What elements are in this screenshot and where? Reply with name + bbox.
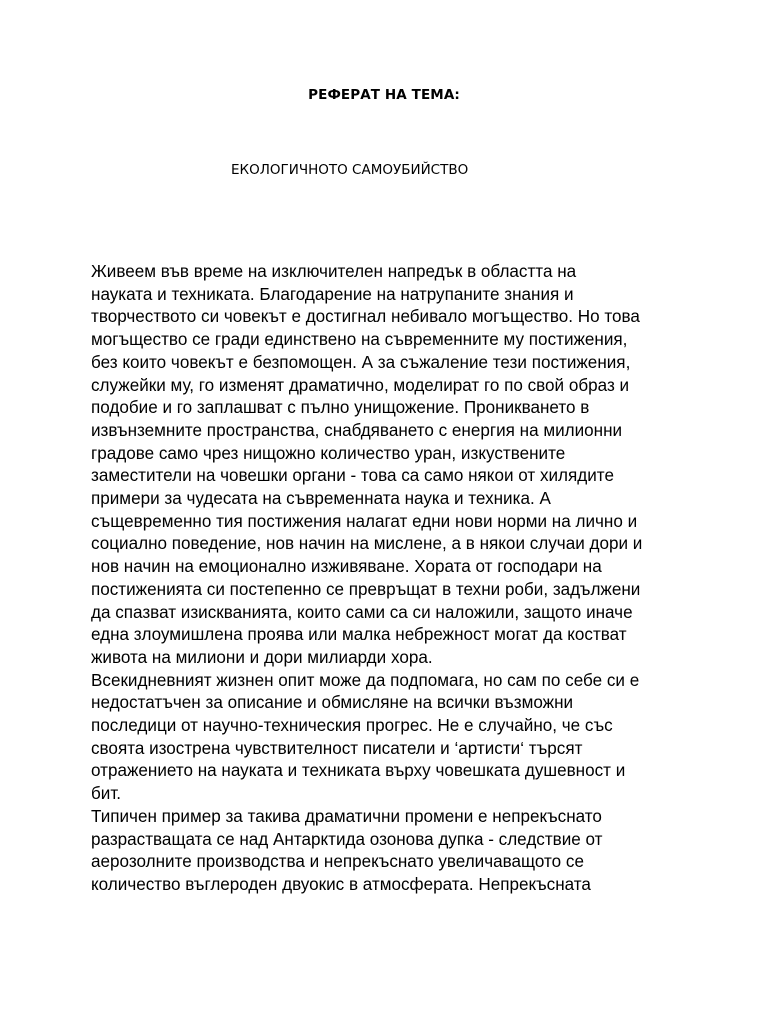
body-line: извънземните пространства, снабдяването с енергия на милионни [91, 420, 623, 440]
body-line: бит. [91, 784, 122, 804]
body-line: разрастващата се над Антарктида озонова дупка - следствие от [91, 829, 603, 849]
body-line: социално поведение, нов начин на мислене, а в някои случаи дори и [91, 534, 643, 554]
body-line: същевременно тия постижения налагат едни нови норми на лично и [91, 511, 638, 531]
body-line: без които човекът е безпомощен. А за съжаление тези постижения, [91, 352, 631, 372]
body-line: служейки му, го изменят драматично, моделират го по свой образ и [91, 375, 630, 395]
body-line: нов начин на емоционално изживяване. Хората от господари на [91, 557, 602, 577]
body-line: Типичен пример за такива драматични промени е непрекъснато [91, 806, 602, 826]
document-body [91, 261, 691, 897]
body-line: една злоумишлена проява или малка небрежност могат да костват [91, 625, 627, 645]
body-line: аерозолните производства и непрекъснато увеличаващото се [91, 852, 584, 872]
document-subtitle: ЕКОЛОГИЧНОТО САМОУБИЙСТВО [231, 162, 469, 178]
body-line: количество въглероден двуокис в атмосферата. Непрекъсната [91, 874, 591, 894]
body-line: заместители на човешки органи - това са само някои от хилядите [91, 466, 614, 486]
document-heading: РЕФЕРАТ НА ТЕМА: [308, 87, 460, 103]
body-line: отражението на науката и техниката върху човешката душевност и [91, 761, 626, 781]
body-line: Живеем във време на изключителен напредък в областта на [91, 262, 577, 281]
body-line: недостатъчен за описание и обмисляне на всички възможни [91, 693, 574, 713]
body-line: науката и техниката. Благодарение на натрупаните знания и [91, 284, 574, 304]
body-line: подобие и го заплашват с пълно унищожение. Проникването в [91, 398, 590, 418]
body-line: могъщество се гради единствено на съвременните му постижения, [91, 330, 628, 350]
body-line: творчеството си човекът е достигнал небивало могъщество. Но това [91, 307, 640, 327]
body-line: живота на милиони и дори милиарди хора. [91, 647, 433, 667]
body-line: Всекидневният жизнен опит може да подпомага, но сам по себе си е [91, 670, 640, 690]
body-line: постиженията си постепенно се превръщат в техни роби, задължени [91, 579, 641, 599]
body-line: примери за чудесата на съвременната наука и техника. А [91, 489, 551, 509]
body-line: своята изострена чувствителност писатели и ‘артисти‘ търсят [91, 738, 583, 758]
body-line: градове само чрез нищожно количество уран, изкуствените [91, 443, 566, 463]
body-line: последици от научно-техническия прогрес. Не е случайно, че със [91, 716, 613, 736]
body-line: да спазват изискванията, които сами са си наложили, защото иначе [91, 602, 633, 622]
